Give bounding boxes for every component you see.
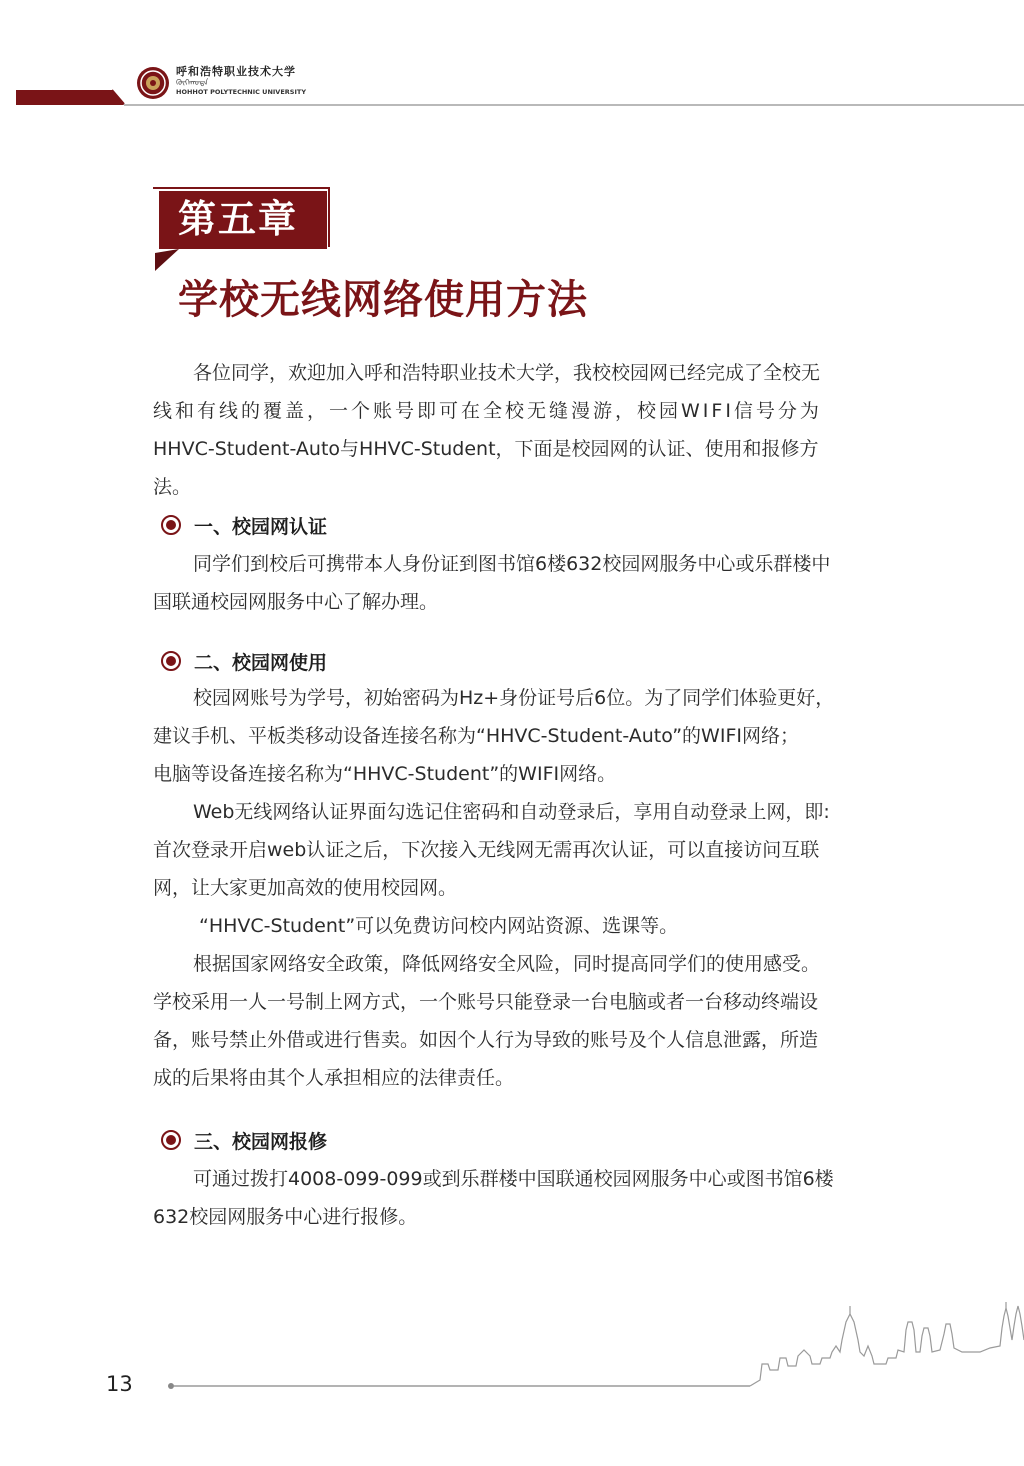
- intro-line: 各位同学，欢迎加入呼和浩特职业技术大学，我校校园网已经完成了全校无: [193, 362, 821, 384]
- body-line: 根据国家网络安全政策，降低网络安全风险，同时提高同学们的使用感受。: [193, 953, 821, 975]
- section-heading-text: 二、校园网使用: [194, 651, 328, 674]
- section-heading-auth: [160, 510, 327, 540]
- header-bar: [0, 0, 1024, 120]
- section-heading-usage: [160, 646, 327, 676]
- section-repair-body: [153, 1160, 890, 1236]
- body-line: Web无线网络认证界面勾选记住密码和自动登录后，享用自动登录上网，即:: [193, 801, 830, 823]
- body-line: 首次登录开启web认证之后，下次接入无线网无需再次认证，可以直接访问互联: [153, 839, 820, 861]
- intro-paragraph: [153, 354, 890, 506]
- body-line: 同学们到校后可携带本人身份证到图书馆6楼632校园网服务中心或乐群楼中: [193, 553, 831, 575]
- university-name-block: [176, 66, 306, 97]
- chapter-title: 学校无线网络使用方法: [178, 276, 588, 323]
- body-line: 632校园网服务中心进行报修。: [153, 1206, 418, 1228]
- body-line: 国联通校园网服务中心了解办理。: [153, 591, 439, 613]
- university-logo-icon: [136, 66, 170, 100]
- body-line: 校园网账号为学号，初始密码为Hz+身份证号后6位。为了同学们体验更好，: [193, 687, 835, 709]
- body-line: 电脑等设备连接名称为“HHVC-Student”的WIFI网络。: [153, 763, 617, 785]
- body-line: 网，让大家更加高效的使用校园网。: [153, 877, 458, 899]
- body-line: 学校采用一人一号制上网方式，一个账号只能登录一台电脑或者一台移动终端设: [153, 991, 819, 1013]
- body-line: “HHVC-Student”可以免费访问校内网站资源、选课等。: [199, 915, 679, 937]
- body-line: 可通过拨打4008-099-099或到乐群楼中国联通校园网服务中心或图书馆6楼: [193, 1168, 834, 1190]
- intro-line: 线和有线的覆盖，一个账号即可在全校无缝漫游，校园WIFI信号分为: [153, 400, 822, 422]
- university-name-cn: 呼和浩特职业技术大学: [176, 65, 296, 78]
- body-line: 建议手机、平板类移动设备连接名称为“HHVC-Student-Auto”的WIFI网络；: [153, 725, 799, 747]
- body-line: 备，账号禁止外借或进行售卖。如因个人行为导致的账号及个人信息泄露，所造: [153, 1029, 819, 1051]
- section-usage-body: [153, 679, 890, 1097]
- section-heading-repair: [160, 1125, 327, 1155]
- skyline-footer-illustration: [0, 1300, 1024, 1466]
- body-line: 成的后果将由其个人承担相应的法律责任。: [153, 1067, 515, 1089]
- bullet-icon: [160, 650, 182, 672]
- section-auth-body: [153, 545, 890, 621]
- chapter-label: 第五章: [178, 196, 299, 241]
- section-heading-text: 一、校园网认证: [194, 515, 328, 538]
- section-heading-text: 三、校园网报修: [194, 1130, 328, 1153]
- page-number: 13: [106, 1372, 133, 1396]
- bullet-icon: [160, 514, 182, 536]
- university-name-mn: ᠬᠥᠬᠡᠬᠣᠲᠠ: [176, 78, 209, 87]
- intro-line: HHVC-Student-Auto与HHVC-Student，下面是校园网的认证、使用和报修方: [153, 438, 819, 460]
- university-name-en: HOHHOT POLYTECHNIC UNIVERSITY: [176, 88, 307, 96]
- bullet-icon: [160, 1129, 182, 1151]
- intro-line: 法。: [153, 476, 192, 498]
